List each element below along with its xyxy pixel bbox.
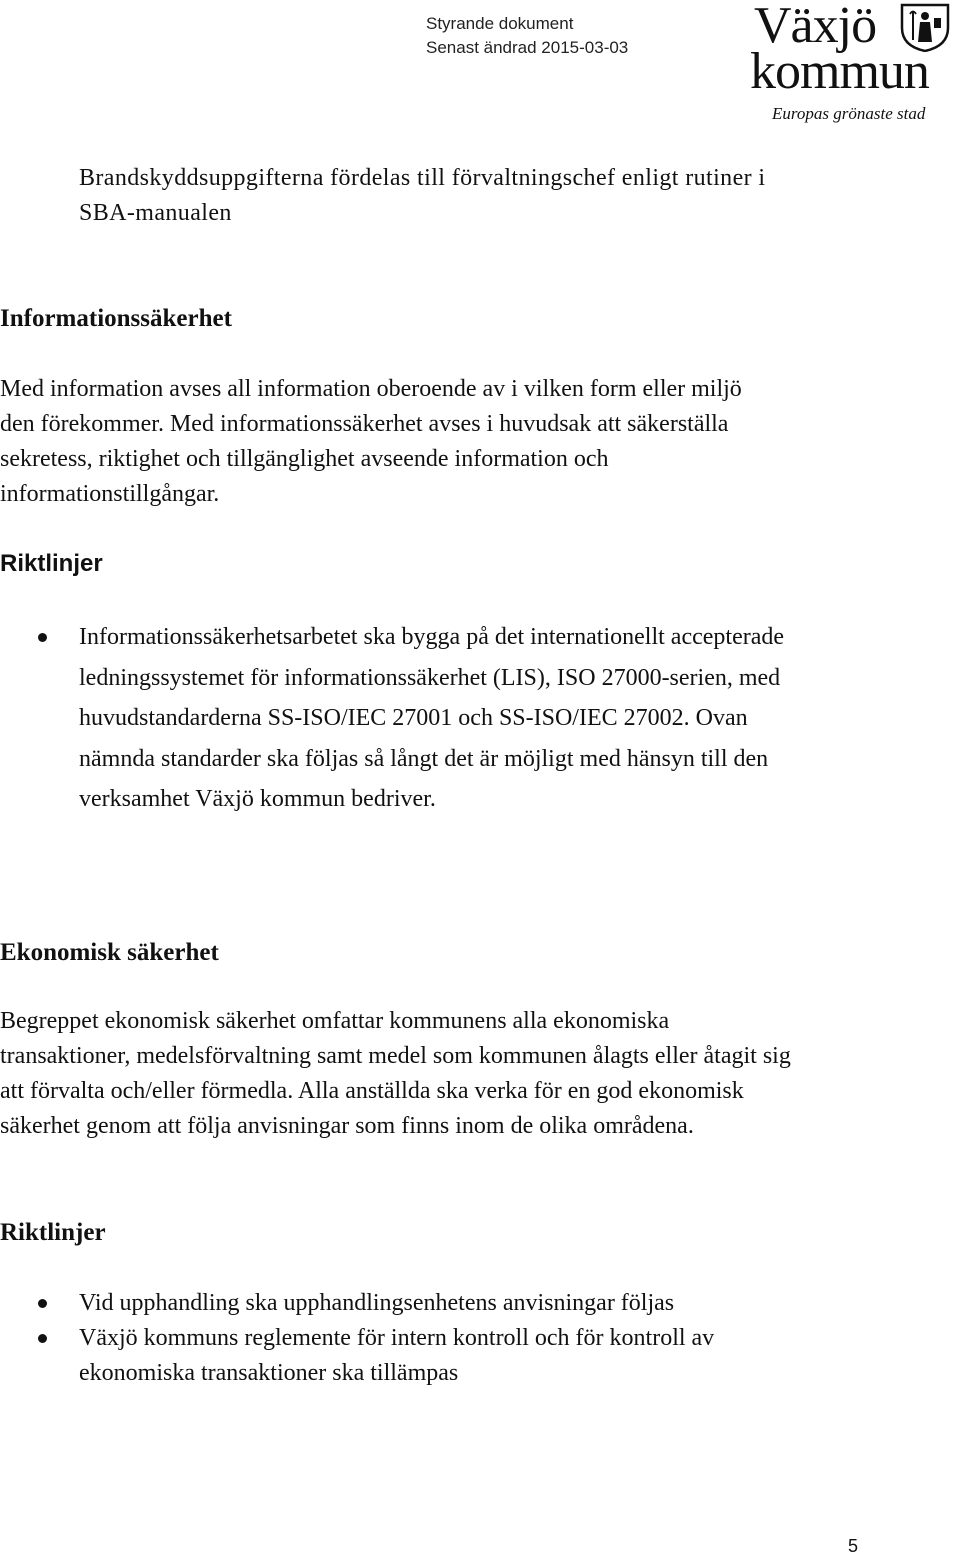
document-header-meta	[426, 12, 628, 60]
guidelines-heading-information-security: Riktlinjer	[0, 550, 103, 577]
list-item-text: Informationssäkerhetsarbetet ska bygga på det internationellt accepterade ledningssystemet för informationssäkerhet (LIS), ISO 27000-serien, med huvudstandarderna SS-ISO/IEC 27001 och SS-ISO/IEC 27002. Ovan nämnda standarder ska följas så långt det är möjligt med hänsyn till den verksamhet Växjö kommun bedriver.	[79, 624, 785, 812]
bullet-icon	[38, 633, 47, 642]
logo-word-vaxjo: Växjö	[754, 0, 877, 54]
section-paragraph-information-security: Med information avses all information oberoende av i vilken form eller miljö den förekommer. Med informationssäkerhet avses i huvudsak att säkerställa sekretess, riktighet och tillgänglighet avseende information och informationstillgångar.	[0, 376, 742, 507]
page-number: 5	[848, 1536, 859, 1556]
list-item	[0, 617, 800, 820]
document-type: Styrande dokument	[426, 14, 574, 33]
last-changed-date: Senast ändrad 2015-03-03	[426, 38, 629, 57]
list-item	[0, 1321, 800, 1391]
list-item-text: Växjö kommuns reglemente för intern kontroll och för kontroll av ekonomiska transaktioner ska tillämpas	[79, 1325, 715, 1386]
guidelines-list-economic-security	[0, 1286, 800, 1391]
list-item	[0, 1286, 800, 1321]
section-paragraph-economic-security: Begreppet ekonomisk säkerhet omfattar kommunens alla ekonomiska transaktioner, medelsförvaltning samt medel som kommunen ålagts eller åtagit sig att förvalta och/eller förmedla. Alla anställda ska verka för en god ekonomisk säkerhet genom att följa anvisningar som finns inom de olika områdena.	[0, 1008, 791, 1139]
logo-word-kommun: kommun	[750, 43, 929, 100]
list-item-text: Vid upphandling ska upphandlingsenhetens anvisningar följas	[79, 1290, 675, 1316]
bullet-icon	[38, 1334, 47, 1343]
guidelines-heading-economic-security: Riktlinjer	[0, 1219, 106, 1246]
bullet-icon	[38, 1299, 47, 1308]
intro-paragraph: Brandskyddsuppgifterna fördelas till förvaltningschef enligt rutiner i SBA-manualen	[79, 165, 766, 226]
guidelines-list-information-security	[0, 617, 800, 820]
logo-tagline: Europas grönaste stad	[772, 104, 926, 123]
vaxjo-kommun-logo	[750, 0, 960, 130]
section-heading-economic-security: Ekonomisk säkerhet	[0, 939, 219, 966]
section-heading-information-security: Informationssäkerhet	[0, 305, 232, 332]
